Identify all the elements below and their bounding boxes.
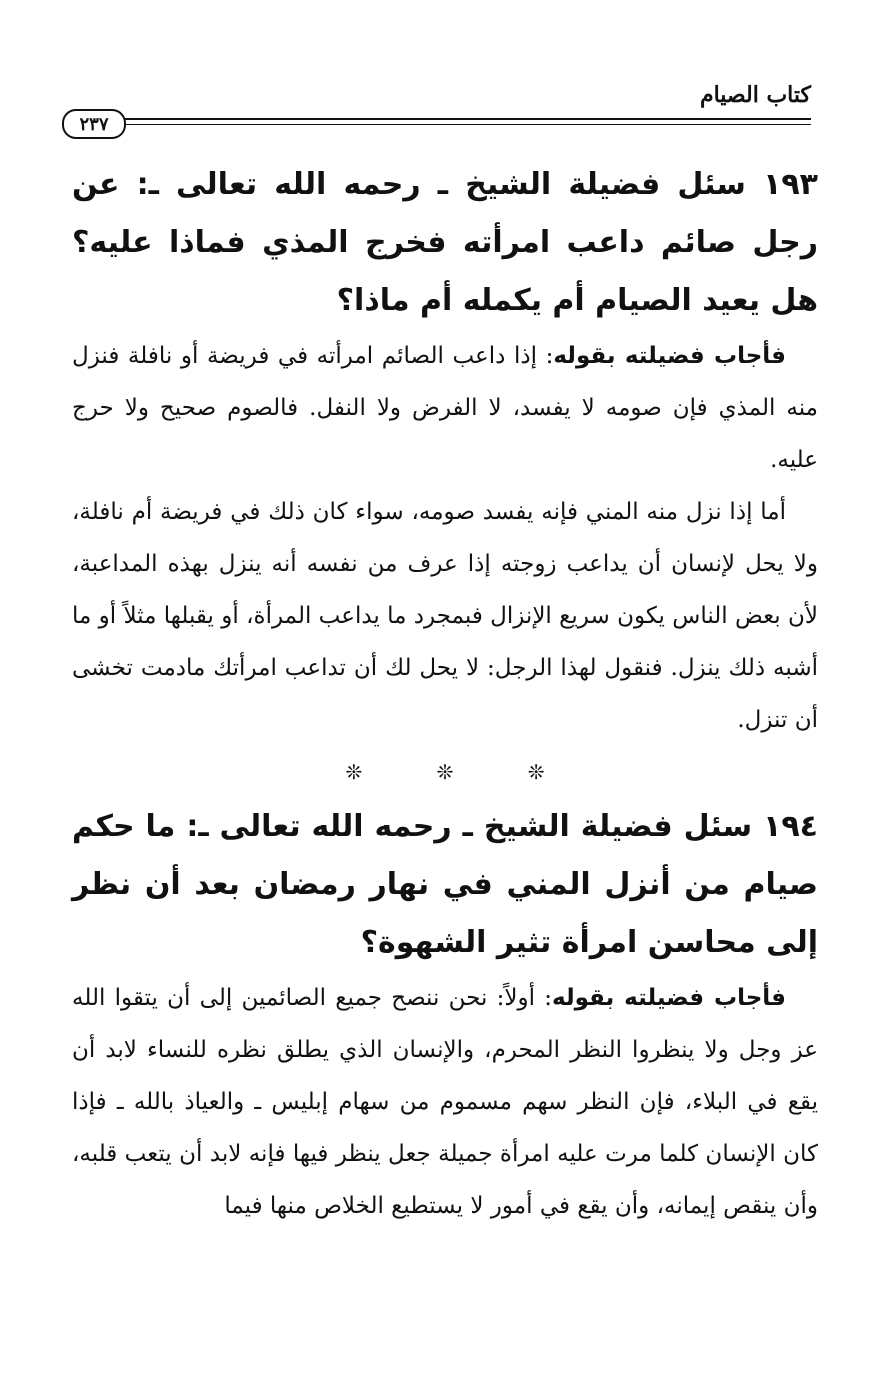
- answer-text-193: : إذا داعب الصائم امرأته في فريضة أو نافلة فنزل منه المذي فإن صومه لا يفسد، لا الفرض ولا النفل. فالصوم صحيح ولا حرج عليه.: [72, 343, 818, 473]
- answer-193: [72, 330, 818, 486]
- answer-lead-194: فأجاب فضيلته بقوله: [552, 985, 786, 1011]
- page-number-badge: [62, 109, 126, 139]
- answer-text-194: : أولاً: نحن ننصح جميع الصائمين إلى أن يتقوا الله عز وجل ولا ينظروا النظر المحرم، والإنسان الذي يطلق نظره للنساء لابد أن يقع في البلاء، فإن النظر سهم مسموم من سهام إبليس ـ والعياذ بالله ـ فإذا كان الإنسان كلما مرت عليه امرأة جميلة جعل ينظر فيها فإنه لابد أن يتعب قلبه، وأن ينقص إيمانه، وأن يقع في أمور لا يستطيع الخلاص منها فيما: [72, 985, 818, 1219]
- answer-193-paragraph-2: أما إذا نزل منه المني فإنه يفسد صومه، سواء كان ذلك في فريضة أم نافلة، ولا يحل لإنسان أن يداعب زوجته إذا عرف من نفسه أنه ينزل بهذه المداعبة، لأن بعض الناس يكون سريع الإنزال فبمجرد ما يداعب المرأة، أو يقبلها مثلاً أو ما أشبه ذلك ينزل. فنقول لهذا الرجل: لا يحل لك أن تداعب امرأتك مادمت تخشى أن تنزل.: [72, 499, 818, 733]
- question-194: ١٩٤ سئل فضيلة الشيخ ـ رحمه الله تعالى ـ: ما حكم صيام من أنزل المني في نهار رمضان بعد أن نظر إلى محاسن امرأة تثير الشهوة؟: [72, 809, 818, 960]
- running-header-title: كتاب الصيام: [699, 82, 811, 108]
- page-number: ٢٣٧: [79, 113, 109, 135]
- answer-lead-193: فأجاب فضيلته بقوله: [553, 343, 786, 369]
- page-body: [72, 156, 818, 1232]
- header-rule: [118, 118, 811, 125]
- section-separator: ❊ ❊ ❊: [345, 760, 579, 784]
- answer-194: [72, 972, 818, 1232]
- question-193: ١٩٣ سئل فضيلة الشيخ ـ رحمه الله تعالى ـ: عن رجل صائم داعب امرأته فخرج المذي فماذا عليه؟ هل يعيد الصيام أم يكمله أم ماذا؟: [72, 167, 818, 318]
